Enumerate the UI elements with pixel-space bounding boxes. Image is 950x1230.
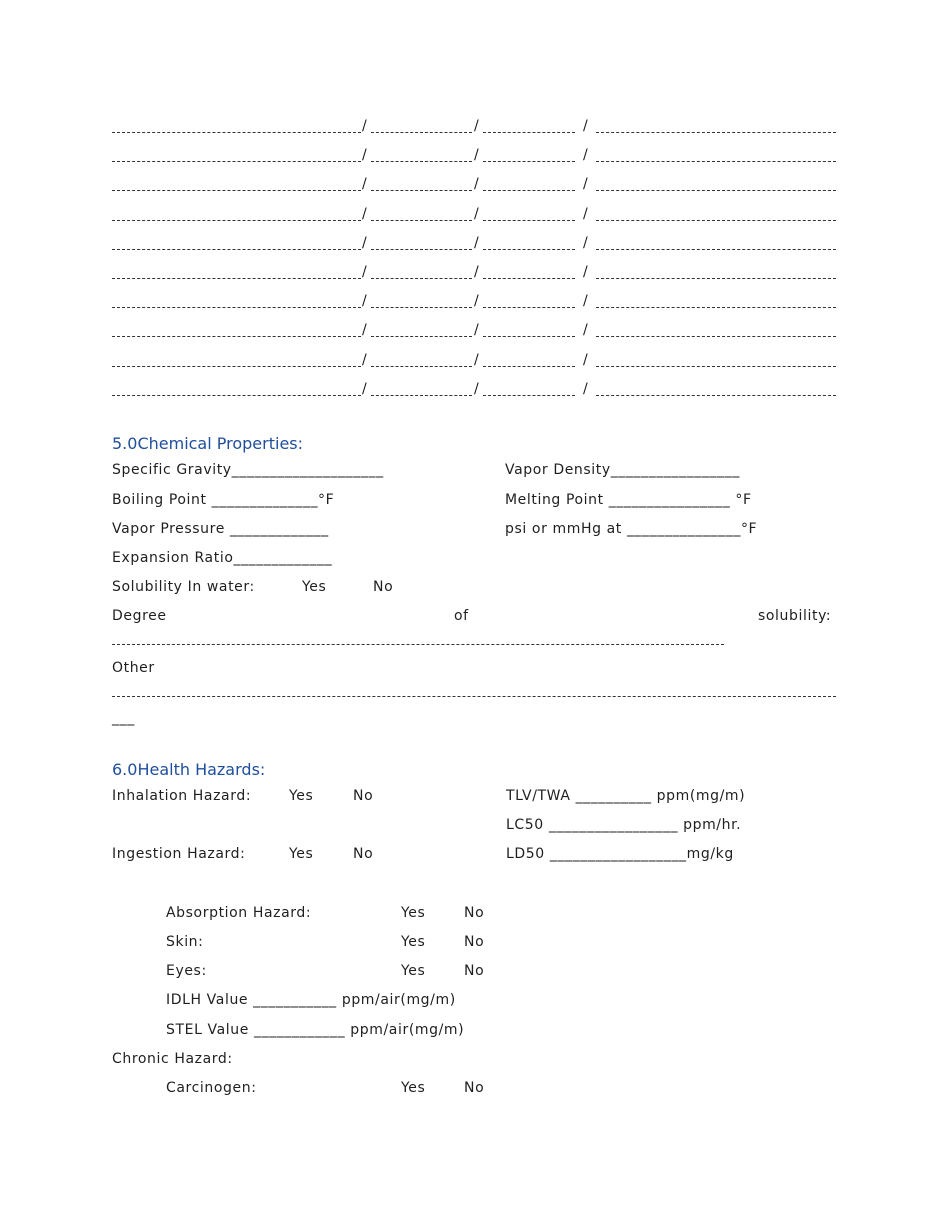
table-blank-cell-1[interactable] [112,249,361,250]
table-separator: / [583,381,588,397]
other-blank[interactable] [112,696,836,697]
table-separator: / [474,293,479,309]
eyes-yes-option[interactable]: Yes [401,963,426,979]
absorption-yes-option[interactable]: Yes [401,905,426,921]
table-blank-cell-1[interactable] [112,336,361,337]
table-blank-cell-2[interactable] [371,132,472,133]
table-blank-cell-3[interactable] [483,132,575,133]
table-separator: / [362,264,367,280]
absorption-hazard-label: Absorption Hazard: [166,905,312,921]
absorption-no-option[interactable]: No [464,905,485,921]
table-separator: / [362,176,367,192]
table-blank-cell-3[interactable] [483,249,575,250]
melting-point-field[interactable]: Melting Point ________________ °F [505,492,752,508]
table-blank-cell-4[interactable] [596,307,836,308]
vapor-density-field[interactable]: Vapor Density_________________ [505,462,740,478]
carcinogen-yes-option[interactable]: Yes [401,1080,426,1096]
table-blank-cell-2[interactable] [371,190,472,191]
table-separator: / [362,118,367,134]
table-blank-cell-4[interactable] [596,278,836,279]
table-blank-cell-1[interactable] [112,190,361,191]
skin-yes-option[interactable]: Yes [401,934,426,950]
degree-of-solubility-blank[interactable] [112,644,724,645]
table-blank-cell-4[interactable] [596,161,836,162]
eyes-label: Eyes: [166,963,207,979]
table-blank-cell-2[interactable] [371,278,472,279]
inhalation-yes-option[interactable]: Yes [289,788,314,804]
table-blank-cell-3[interactable] [483,307,575,308]
psi-mmhg-field[interactable]: psi or mmHg at _______________°F [505,521,758,537]
table-separator: / [583,322,588,338]
table-separator: / [583,206,588,222]
section-heading-chemical-properties: 5.0Chemical Properties: [112,434,304,453]
table-separator: / [583,264,588,280]
table-separator: / [583,118,588,134]
ingestion-no-option[interactable]: No [353,846,374,862]
table-separator: / [474,322,479,338]
ingestion-hazard-label: Ingestion Hazard: [112,846,246,862]
expansion-ratio-field[interactable]: Expansion Ratio_____________ [112,550,333,566]
eyes-no-option[interactable]: No [464,963,485,979]
table-blank-cell-1[interactable] [112,395,361,396]
table-blank-cell-1[interactable] [112,220,361,221]
section-heading-health-hazards: 6.0Health Hazards: [112,760,266,779]
table-blank-cell-1[interactable] [112,161,361,162]
inhalation-no-option[interactable]: No [353,788,374,804]
table-separator: / [583,147,588,163]
vapor-pressure-field[interactable]: Vapor Pressure _____________ [112,521,329,537]
table-blank-cell-3[interactable] [483,366,575,367]
table-blank-cell-2[interactable] [371,220,472,221]
table-separator: / [474,206,479,222]
degree-label-word: Degree [112,608,167,624]
table-blank-cell-2[interactable] [371,336,472,337]
stel-value-field[interactable]: STEL Value ____________ ppm/air(mg/m) [166,1022,465,1038]
table-separator: / [583,352,588,368]
solubility-label: Solubility In water: [112,579,255,595]
table-separator: / [362,147,367,163]
table-blank-cell-4[interactable] [596,336,836,337]
inhalation-hazard-label: Inhalation Hazard: [112,788,252,804]
table-blank-cell-3[interactable] [483,278,575,279]
lc50-field[interactable]: LC50 _________________ ppm/hr. [506,817,742,833]
specific-gravity-field[interactable]: Specific Gravity____________________ [112,462,384,478]
table-blank-cell-4[interactable] [596,190,836,191]
solubility-yes-option[interactable]: Yes [302,579,327,595]
degree-label-word: of [454,608,469,624]
table-blank-cell-2[interactable] [371,249,472,250]
tlv-twa-field[interactable]: TLV/TWA __________ ppm(mg/m) [506,788,746,804]
table-blank-cell-2[interactable] [371,366,472,367]
carcinogen-no-option[interactable]: No [464,1080,485,1096]
table-separator: / [474,147,479,163]
ingestion-yes-option[interactable]: Yes [289,846,314,862]
table-blank-cell-4[interactable] [596,366,836,367]
table-blank-cell-3[interactable] [483,395,575,396]
table-separator: / [362,235,367,251]
table-blank-cell-1[interactable] [112,307,361,308]
table-separator: / [362,206,367,222]
table-blank-cell-1[interactable] [112,278,361,279]
solubility-no-option[interactable]: No [373,579,394,595]
table-blank-cell-1[interactable] [112,366,361,367]
table-separator: / [474,176,479,192]
table-separator: / [474,235,479,251]
chronic-hazard-label: Chronic Hazard: [112,1051,233,1067]
other-blank-continuation: ___ [112,710,135,726]
table-blank-cell-2[interactable] [371,307,472,308]
table-blank-cell-3[interactable] [483,336,575,337]
boiling-point-field[interactable]: Boiling Point ______________°F [112,492,335,508]
table-separator: / [474,352,479,368]
idlh-value-field[interactable]: IDLH Value ___________ ppm/air(mg/m) [166,992,456,1008]
table-separator: / [583,176,588,192]
table-blank-cell-2[interactable] [371,161,472,162]
table-separator: / [362,352,367,368]
table-blank-cell-1[interactable] [112,132,361,133]
table-separator: / [362,293,367,309]
degree-label-word: solubility: [758,608,832,624]
table-blank-cell-3[interactable] [483,190,575,191]
table-blank-cell-2[interactable] [371,395,472,396]
table-separator: / [362,381,367,397]
table-blank-cell-4[interactable] [596,249,836,250]
carcinogen-label: Carcinogen: [166,1080,257,1096]
ld50-field[interactable]: LD50 __________________mg/kg [506,846,734,862]
table-separator: / [583,293,588,309]
table-separator: / [474,264,479,280]
table-separator: / [474,381,479,397]
skin-no-option[interactable]: No [464,934,485,950]
skin-label: Skin: [166,934,204,950]
table-blank-cell-4[interactable] [596,220,836,221]
table-blank-cell-4[interactable] [596,395,836,396]
table-blank-cell-3[interactable] [483,161,575,162]
table-separator: / [362,322,367,338]
other-label: Other [112,660,155,676]
table-blank-cell-4[interactable] [596,132,836,133]
table-separator: / [583,235,588,251]
table-blank-cell-3[interactable] [483,220,575,221]
table-separator: / [474,118,479,134]
